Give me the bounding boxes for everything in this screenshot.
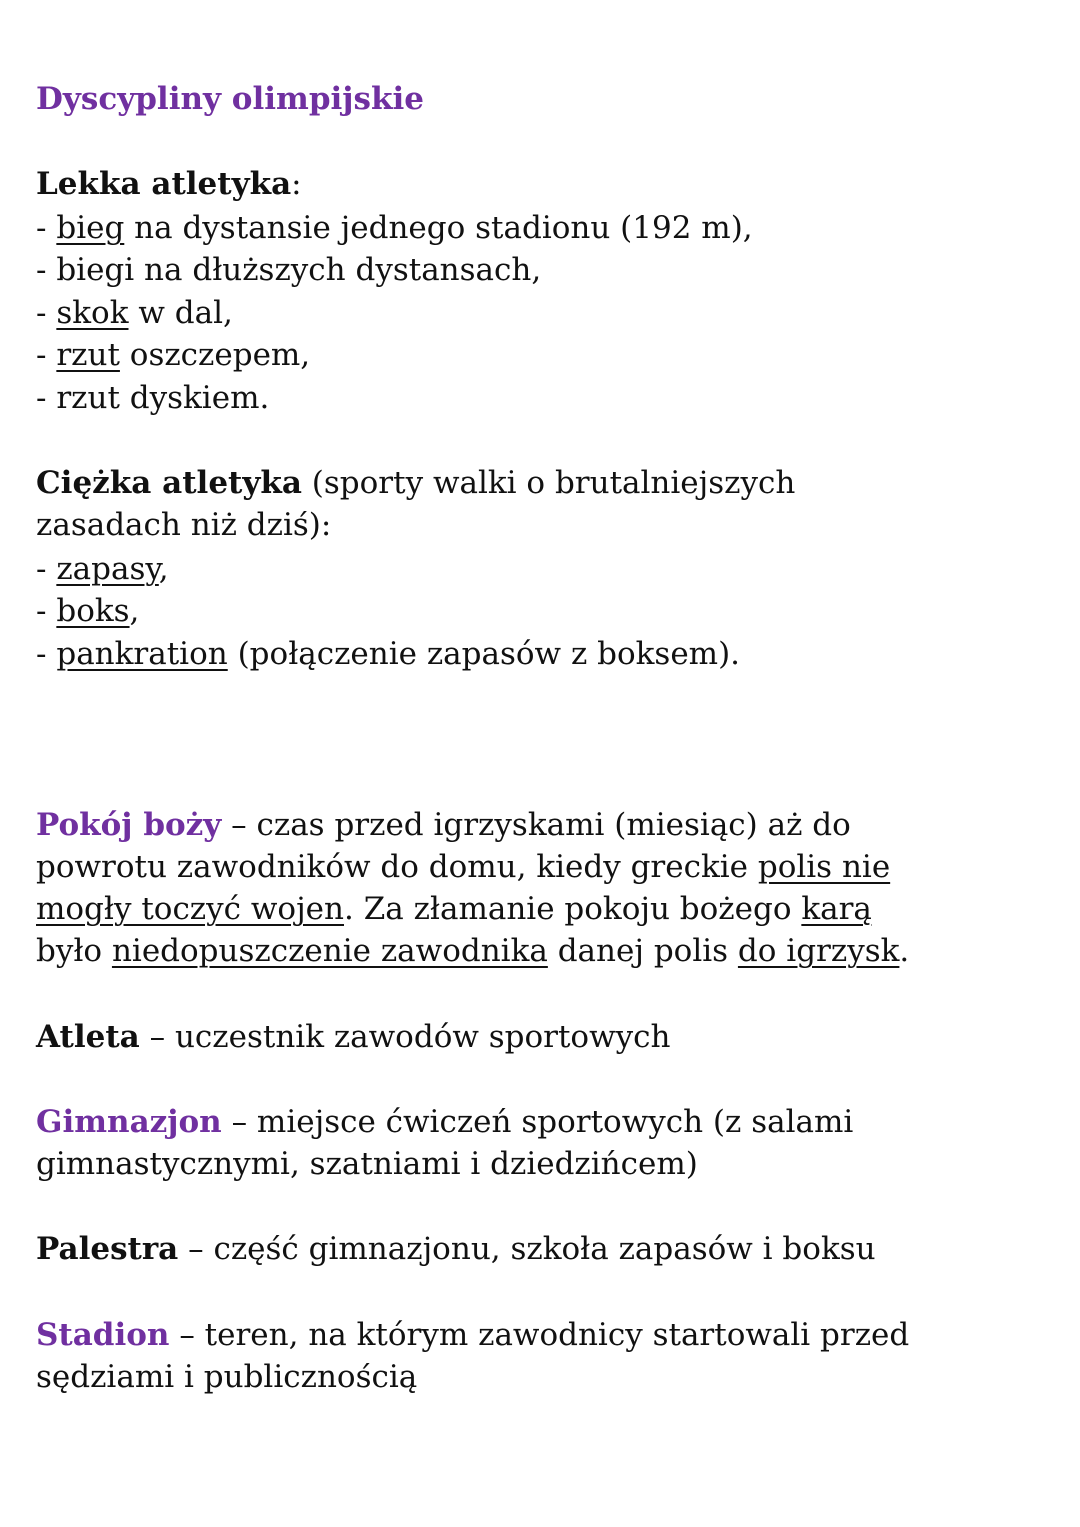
underlined-text: skok	[56, 295, 129, 331]
text-line	[36, 888, 872, 930]
term-heading: Ciężka atletyka	[36, 465, 302, 501]
text-segment: – czas przed igrzyskami (miesiąc) aż do	[221, 807, 851, 843]
text-segment: -	[36, 210, 57, 246]
text-line	[36, 1143, 698, 1185]
text-segment: (sporty walki o brutalniejszych	[301, 465, 796, 501]
text-line	[36, 633, 740, 675]
underlined-text: niedopuszczenie zawodnika	[111, 933, 548, 969]
underlined-text: mogły toczyć wojen	[36, 891, 344, 927]
text-segment: - biegi na dłuższych dystansach,	[36, 252, 542, 288]
text-segment: -	[36, 551, 57, 587]
text-segment: na dystansie jednego stadionu (192 m),	[124, 210, 753, 246]
text-line	[36, 377, 269, 419]
underlined-text: rzut	[56, 337, 120, 373]
text-segment: oszczepem,	[119, 337, 311, 373]
text-line	[36, 846, 890, 888]
underlined-text: pankration	[56, 636, 228, 672]
text-segment: było	[36, 933, 112, 969]
text-line	[36, 207, 753, 249]
text-segment: :	[291, 166, 302, 202]
text-segment: – uczestnik zawodów sportowych	[139, 1019, 671, 1055]
text-segment: danej polis	[547, 933, 738, 969]
term-heading: Gimnazjon	[36, 1104, 222, 1140]
underlined-text: boks	[56, 593, 130, 629]
text-segment: – część gimnazjonu, szkoła zapasów i boksu	[178, 1231, 876, 1267]
term-heading: Stadion	[36, 1317, 170, 1353]
text-line	[36, 504, 331, 546]
text-segment: gimnastycznymi, szatniami i dziedzińcem)	[36, 1146, 698, 1182]
text-segment: .	[899, 933, 910, 969]
text-line	[36, 590, 139, 632]
text-segment: sędziami i publicznością	[36, 1359, 418, 1395]
text-line	[36, 462, 795, 504]
text-line	[36, 1356, 417, 1398]
text-segment: -	[36, 636, 57, 672]
term-heading: Atleta	[36, 1019, 140, 1055]
underlined-text: zapasy	[56, 551, 159, 587]
text-segment: – teren, na którym zawodnicy startowali przed	[169, 1317, 910, 1353]
term-heading: Dyscypliny olimpijskie	[36, 81, 424, 117]
text-segment: -	[36, 295, 57, 331]
underlined-text: polis nie	[757, 849, 891, 885]
underlined-text: bieg	[56, 210, 125, 246]
text-segment: (połączenie zapasów z boksem).	[227, 636, 741, 672]
text-line	[36, 804, 851, 846]
underlined-text: karą	[801, 891, 872, 927]
underlined-text: do igrzysk	[737, 933, 900, 969]
text-line	[36, 548, 169, 590]
text-line	[36, 292, 233, 334]
text-line	[36, 1228, 876, 1270]
term-heading: Lekka atletyka	[36, 166, 292, 202]
text-segment: . Za złamanie pokoju bożego	[344, 891, 802, 927]
term-heading: Palestra	[36, 1231, 179, 1267]
text-segment: zasadach niż dziś):	[36, 507, 332, 543]
text-line	[36, 1314, 909, 1356]
text-line	[36, 930, 909, 972]
text-line	[36, 249, 541, 291]
text-segment: - rzut dyskiem.	[36, 380, 270, 416]
term-heading: Pokój boży	[36, 807, 222, 843]
text-line	[36, 1016, 670, 1058]
text-line	[36, 163, 302, 205]
text-line	[36, 334, 310, 376]
text-segment: -	[36, 593, 57, 629]
text-segment: w dal,	[128, 295, 233, 331]
text-segment: ,	[158, 551, 169, 587]
page-title	[36, 78, 424, 120]
text-segment: ,	[129, 593, 140, 629]
text-line	[36, 1101, 853, 1143]
text-segment: – miejsce ćwiczeń sportowych (z salami	[221, 1104, 854, 1140]
text-segment: -	[36, 337, 57, 373]
text-segment: powrotu zawodników do domu, kiedy greckie	[36, 849, 758, 885]
